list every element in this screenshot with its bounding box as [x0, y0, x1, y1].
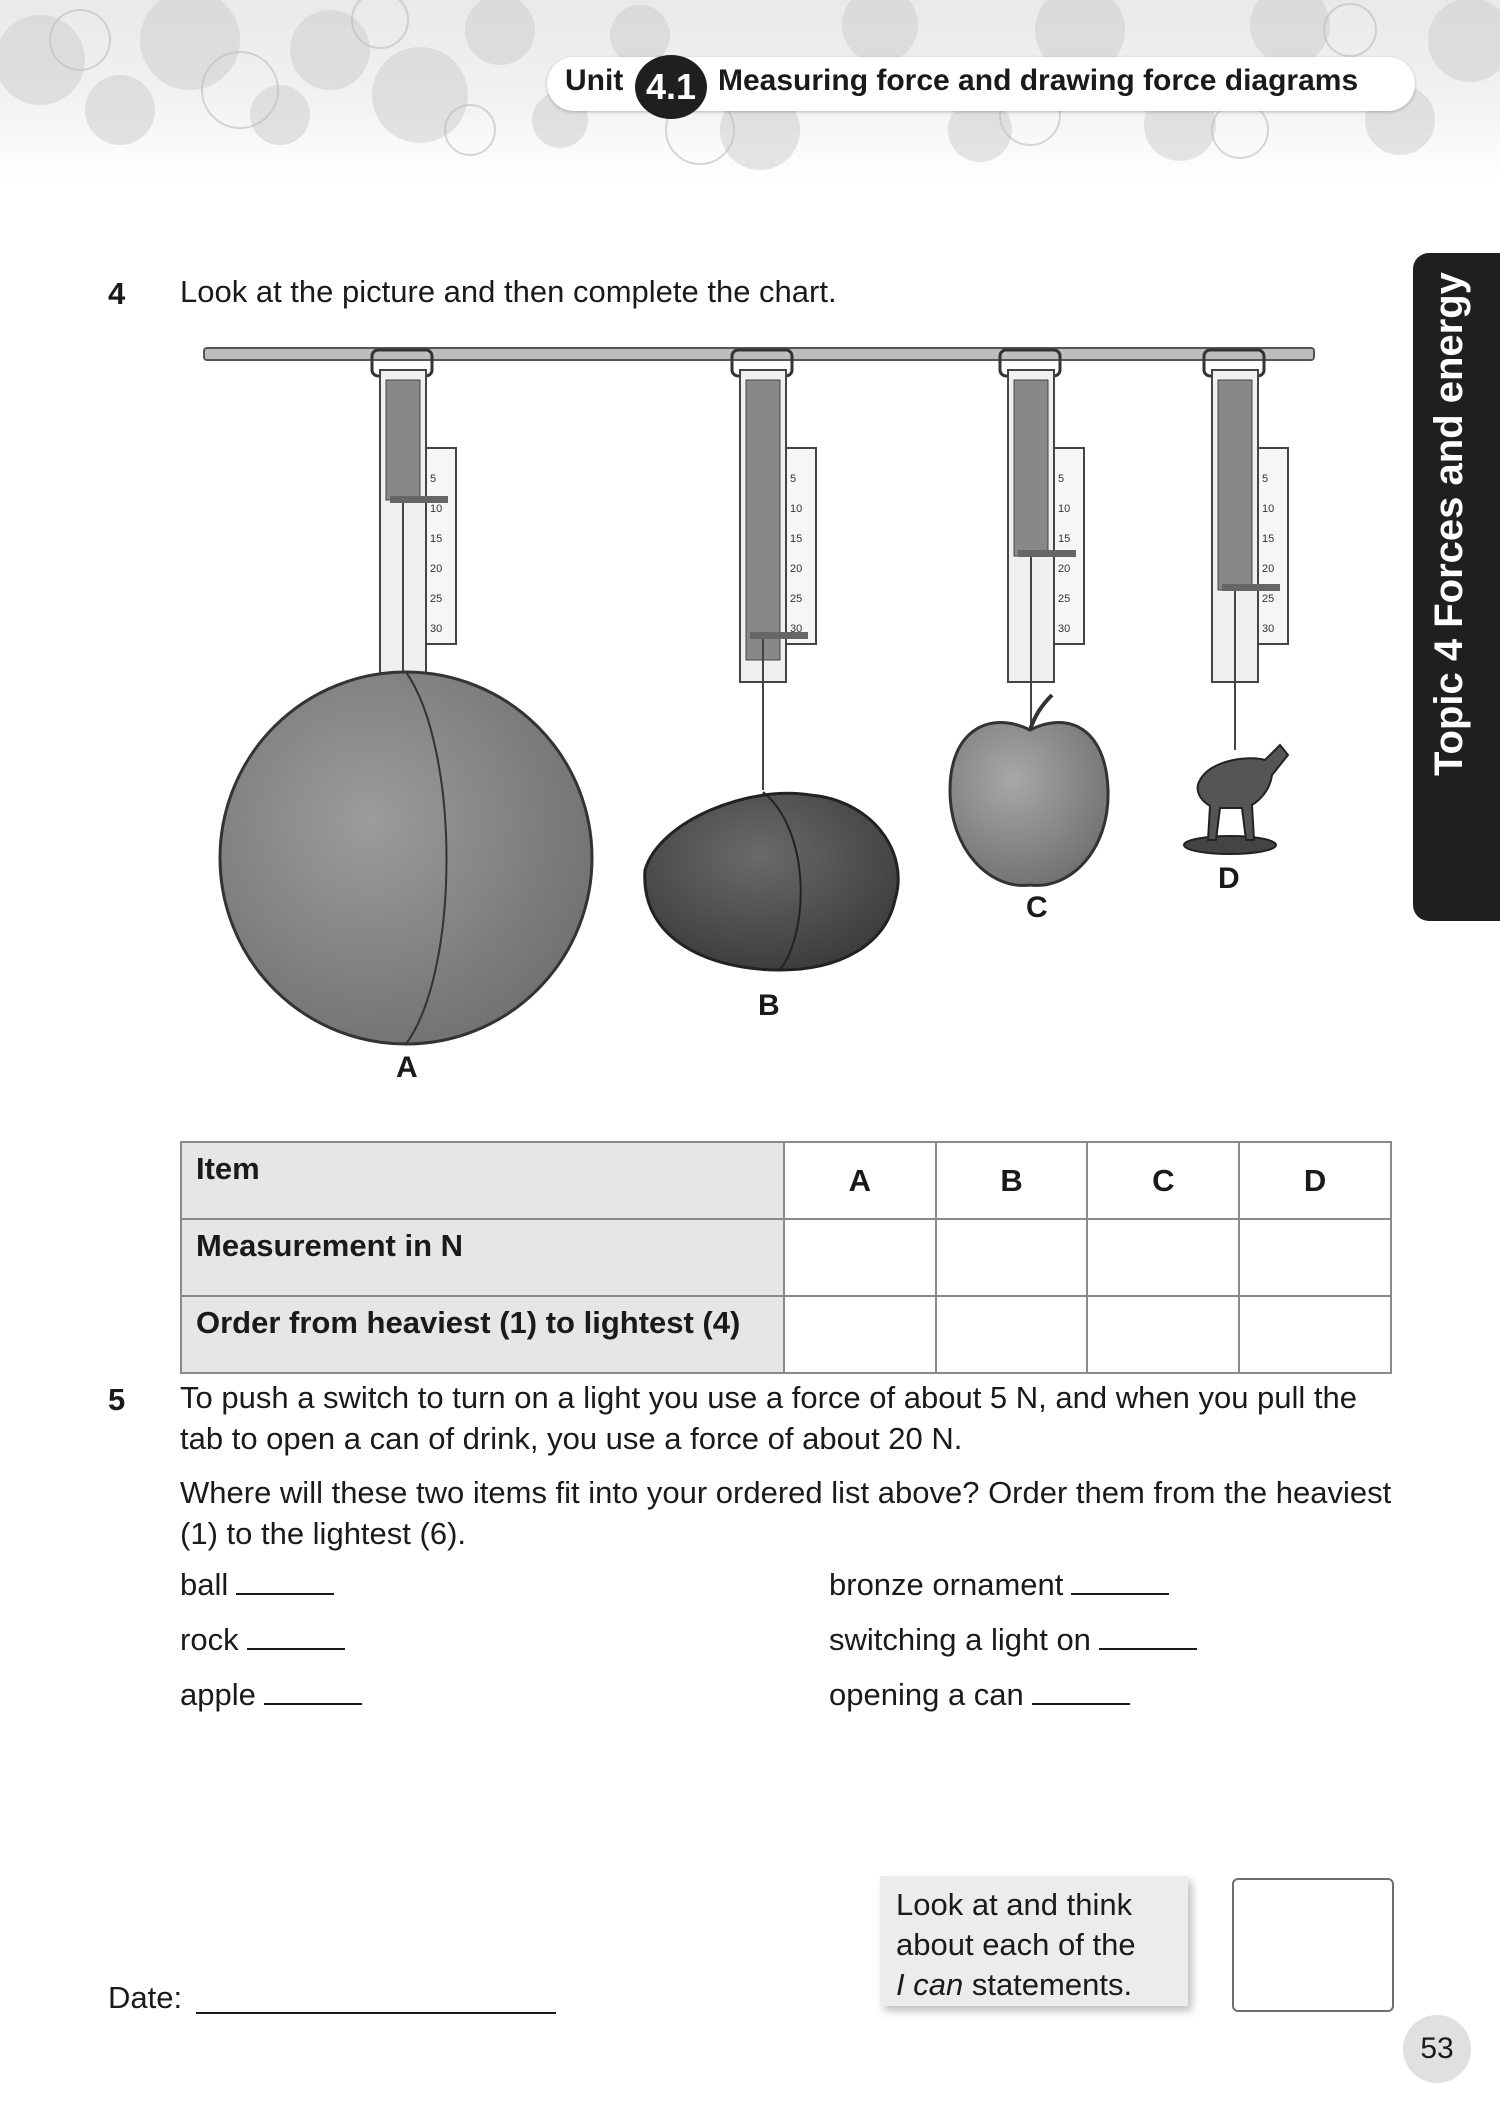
table-col-c: C — [1087, 1142, 1239, 1219]
table-row-measurement: Measurement in N — [181, 1219, 784, 1296]
scale-a-tick-20: 20 — [430, 563, 443, 575]
scale-d-tick-15: 15 — [1262, 533, 1275, 545]
scale-d-tick-25: 25 — [1262, 593, 1275, 605]
answer-label: apple — [180, 1677, 256, 1712]
measurement-cell-d[interactable] — [1239, 1219, 1391, 1296]
date-field[interactable] — [196, 2012, 556, 2014]
label-a: A — [396, 1051, 418, 1084]
answer-blank[interactable] — [247, 1642, 345, 1650]
scale-c-tick-20: 20 — [1058, 563, 1071, 575]
table-row — [181, 1142, 1391, 1219]
self-assessment-box[interactable] — [1232, 1878, 1394, 2012]
answer-blank[interactable] — [236, 1587, 334, 1595]
question-5-para-2: Where will these two items fit into your ordered list above? Order them from the heaviest (1) to the lightest (6). — [180, 1475, 1392, 1551]
answer-blank[interactable] — [264, 1697, 362, 1705]
answer-label: rock — [180, 1622, 239, 1657]
results-table — [180, 1141, 1392, 1374]
scale-a-tick-5: 5 — [430, 473, 437, 485]
spring-balance-d — [1204, 350, 1288, 750]
scale-b-tick-30: 30 — [790, 623, 803, 635]
note-line-1: Look at and think — [896, 1887, 1133, 1922]
table-row-order: Order from heaviest (1) to lightest (4) — [181, 1296, 784, 1373]
answer-opening-can — [829, 1677, 1130, 1713]
answer-bronze-ornament — [829, 1567, 1169, 1603]
answer-label: bronze ornament — [829, 1567, 1064, 1602]
date-label: Date: — [108, 1980, 183, 2015]
answer-blank[interactable] — [1071, 1587, 1169, 1595]
scale-c-tick-10: 10 — [1058, 503, 1071, 515]
note-line-2: about each of the — [896, 1927, 1136, 1962]
label-b: B — [758, 989, 780, 1022]
scale-c-tick-30: 30 — [1058, 623, 1071, 635]
note-line-3 — [896, 1965, 1186, 2005]
scale-c-tick-5: 5 — [1058, 473, 1065, 485]
spring-balance-illustration — [190, 330, 1340, 1100]
answer-apple — [180, 1677, 362, 1713]
scale-b-tick-5: 5 — [790, 473, 797, 485]
page-number: 53 — [1403, 2015, 1471, 2083]
answer-label: ball — [180, 1567, 229, 1602]
note-line-3-rest: statements. — [963, 1967, 1133, 2002]
table-col-d: D — [1239, 1142, 1391, 1219]
unit-title: Measuring force and drawing force diagrams — [718, 64, 1359, 97]
apple-object — [950, 723, 1108, 886]
unit-word: Unit — [565, 64, 624, 97]
answer-blank[interactable] — [1099, 1642, 1197, 1650]
scale-d-tick-20: 20 — [1262, 563, 1275, 575]
scale-d-tick-10: 10 — [1262, 503, 1275, 515]
answer-label: switching a light on — [829, 1622, 1091, 1657]
order-cell-a[interactable] — [784, 1296, 936, 1373]
scale-d-tick-5: 5 — [1262, 473, 1269, 485]
answer-ball — [180, 1567, 334, 1603]
table-col-b: B — [936, 1142, 1088, 1219]
spring-balance-b — [732, 350, 816, 790]
table-row — [181, 1219, 1391, 1296]
scale-b-tick-25: 25 — [790, 593, 803, 605]
question-5-para-1: To push a switch to turn on a light you use a force of about 5 N, and when you pull the tab to open a can of drink, you use a force of about 20 N. — [180, 1380, 1358, 1456]
label-c: C — [1026, 891, 1048, 924]
unit-number-badge: 4.1 — [635, 55, 707, 119]
table-row — [181, 1296, 1391, 1373]
rock-object — [645, 793, 898, 970]
order-cell-c[interactable] — [1087, 1296, 1239, 1373]
scale-c-tick-15: 15 — [1058, 533, 1071, 545]
question-4-number: 4 — [108, 276, 126, 311]
note-italic: I can — [896, 1967, 964, 2002]
scale-a-tick-15: 15 — [430, 533, 443, 545]
scale-d-tick-30: 30 — [1262, 623, 1275, 635]
ball-object — [220, 672, 592, 1044]
scale-a-tick-10: 10 — [430, 503, 443, 515]
answer-label: opening a can — [829, 1677, 1024, 1712]
scale-b-tick-20: 20 — [790, 563, 803, 575]
spring-balance-a — [372, 350, 456, 685]
order-cell-d[interactable] — [1239, 1296, 1391, 1373]
scale-b-tick-15: 15 — [790, 533, 803, 545]
label-d: D — [1218, 862, 1240, 895]
scale-a-tick-30: 30 — [430, 623, 443, 635]
scale-a-tick-25: 25 — [430, 593, 443, 605]
order-cell-b[interactable] — [936, 1296, 1088, 1373]
measurement-cell-b[interactable] — [936, 1219, 1088, 1296]
scale-c-tick-25: 25 — [1058, 593, 1071, 605]
question-5-number: 5 — [108, 1382, 126, 1417]
i-can-note-text — [896, 1885, 1186, 2005]
answer-blank[interactable] — [1032, 1697, 1130, 1705]
measurement-cell-a[interactable] — [784, 1219, 936, 1296]
measurement-cell-c[interactable] — [1087, 1219, 1239, 1296]
topic-side-tab-text: Topic 4 Forces and energy — [1426, 272, 1471, 776]
bronze-ornament-object — [1184, 745, 1288, 854]
scale-b-tick-10: 10 — [790, 503, 803, 515]
answer-rock — [180, 1622, 345, 1658]
table-header-item: Item — [181, 1142, 784, 1219]
answer-switching-light — [829, 1622, 1197, 1658]
spring-balance-c — [1000, 350, 1084, 725]
table-col-a: A — [784, 1142, 936, 1219]
question-4-prompt: Look at the picture and then complete the chart. — [180, 274, 837, 309]
